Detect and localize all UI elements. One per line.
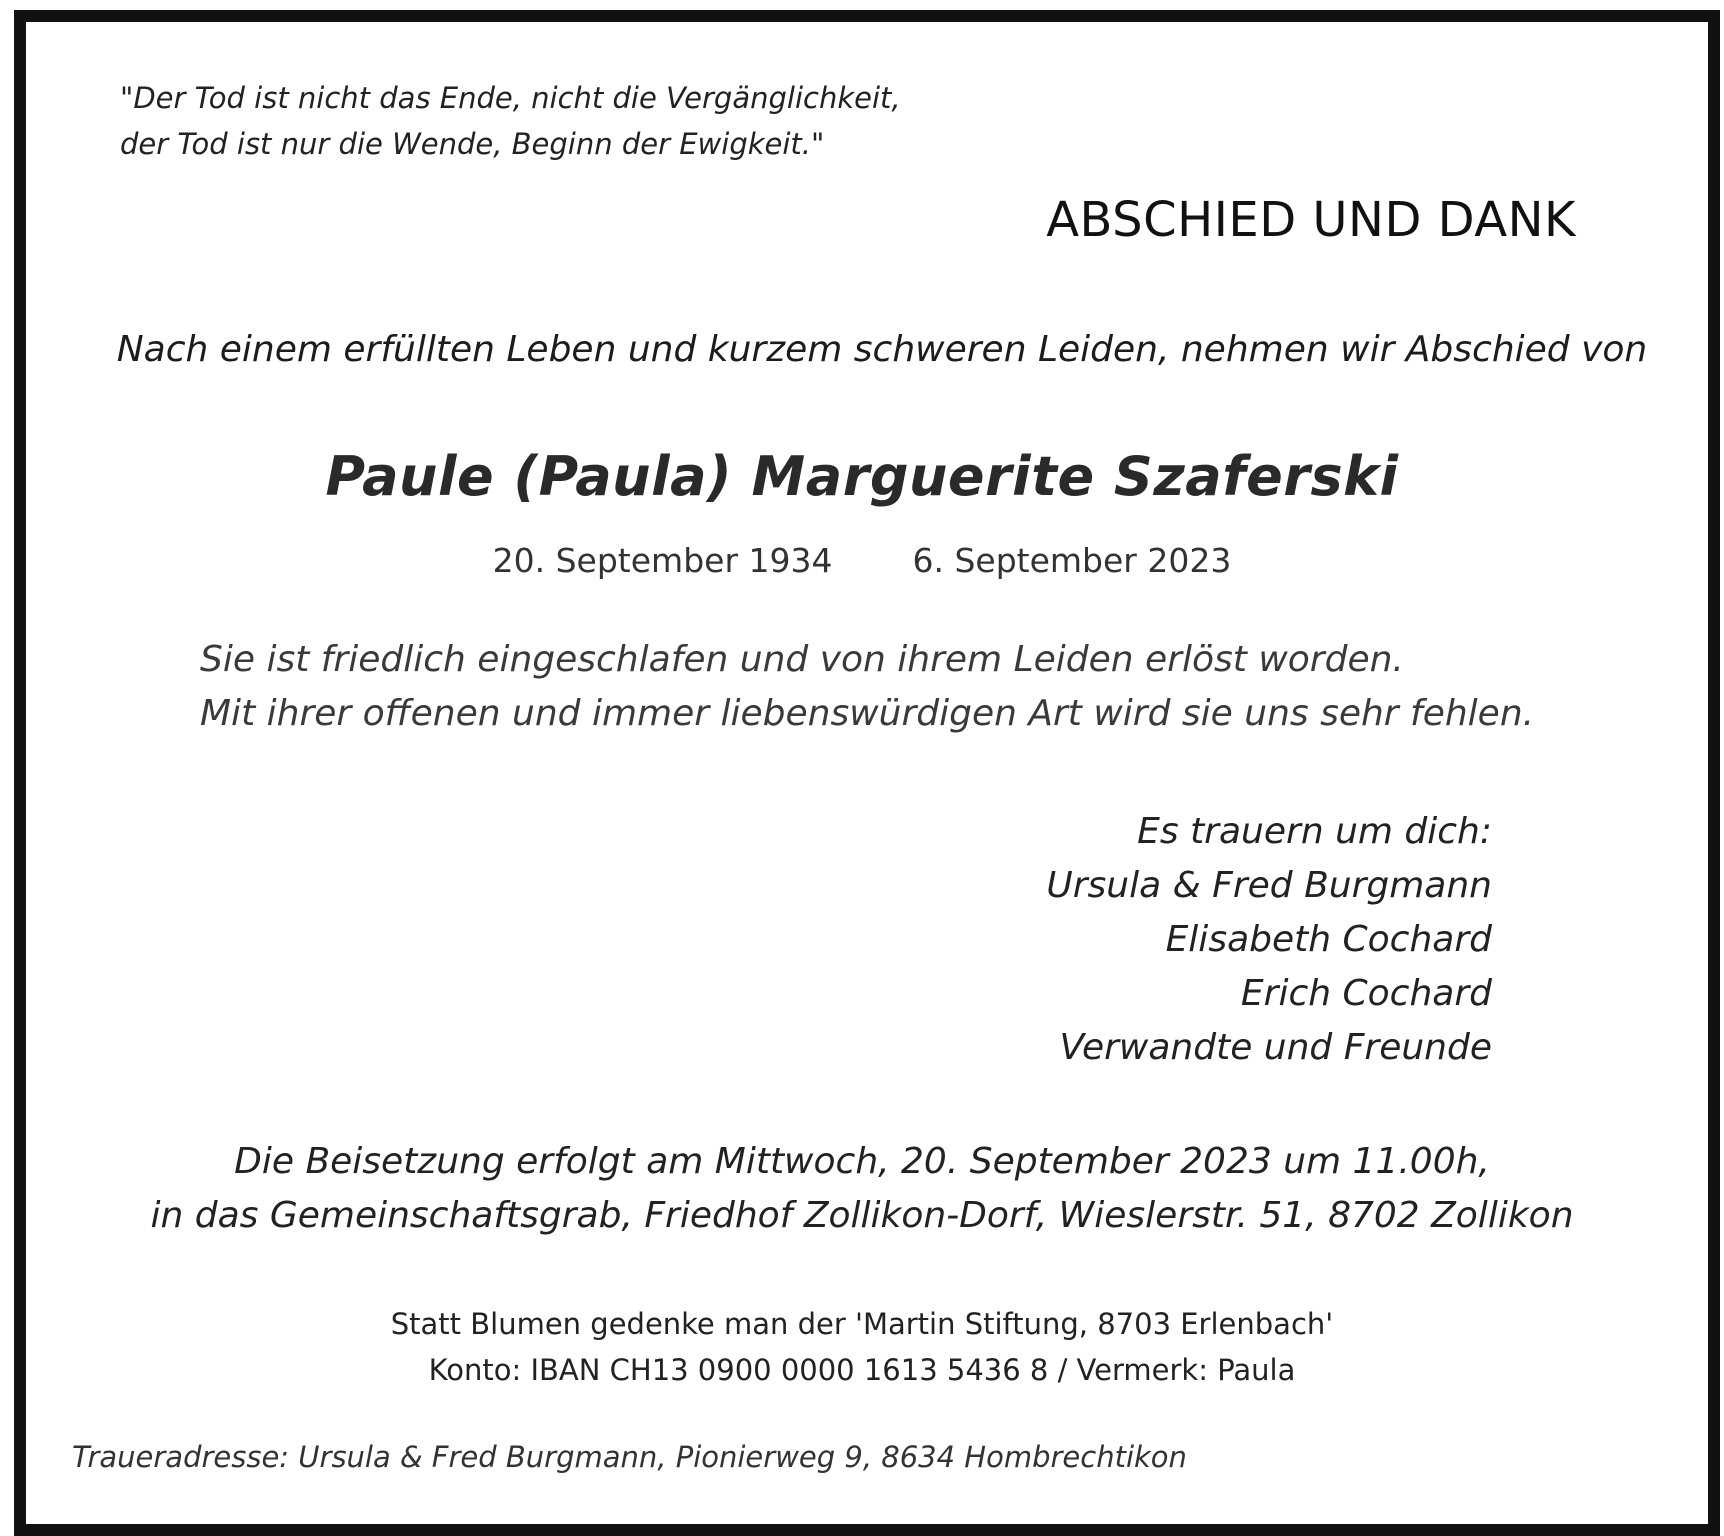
- mourner-name: Ursula & Fred Burgmann: [1046, 865, 1492, 906]
- burial-line-1: Die Beisetzung erfolgt am Mittwoch, 20. September 2023 um 11.00h,: [234, 1141, 1490, 1182]
- mourning-address: Traueradresse: Ursula & Fred Burgmann, Pionierweg 9, 8634 Hombrechtikon: [72, 1440, 1187, 1474]
- intro-text: Nach einem erfüllten Leben und kurzem schweren Leiden, nehmen wir Abschied von: [116, 329, 1648, 370]
- message-line-2: Mit ihrer offenen und immer liebenswürdigen Art wird sie uns sehr fehlen.: [200, 693, 1535, 734]
- message-line-1: Sie ist friedlich eingeschlafen und von ihrem Leiden erlöst worden.: [200, 639, 1404, 680]
- burial-line-2: in das Gemeinschaftsgrab, Friedhof Zollikon-Dorf, Wieslerstr. 51, 8702 Zollikon: [150, 1195, 1574, 1236]
- donation-line-1: Statt Blumen gedenke man der 'Martin Stiftung, 8703 Erlenbach': [390, 1307, 1334, 1341]
- mourner-name: Verwandte und Freunde: [1059, 1027, 1492, 1068]
- quote-line-1: "Der Tod ist nicht das Ende, nicht die Vergänglichkeit,: [120, 81, 901, 115]
- mourners-block: [1046, 805, 1492, 1075]
- mourner-name: Elisabeth Cochard: [1165, 919, 1492, 960]
- birth-date: 20. September 1934: [492, 541, 833, 580]
- mourner-name: Erich Cochard: [1240, 973, 1492, 1014]
- life-dates: [0, 541, 1724, 580]
- death-date: 6. September 2023: [912, 541, 1232, 580]
- heading: ABSCHIED UND DANK: [1046, 192, 1576, 248]
- quote-line-2: der Tod ist nur die Wende, Beginn der Ewigkeit.": [120, 127, 825, 161]
- mourners-title: Es trauern um dich:: [1137, 811, 1492, 852]
- donation-account: Konto: IBAN CH13 0900 0000 1613 5436 8 / Vermerk: Paula: [428, 1353, 1296, 1387]
- deceased-name: Paule (Paula) Marguerite Szaferski: [325, 445, 1399, 508]
